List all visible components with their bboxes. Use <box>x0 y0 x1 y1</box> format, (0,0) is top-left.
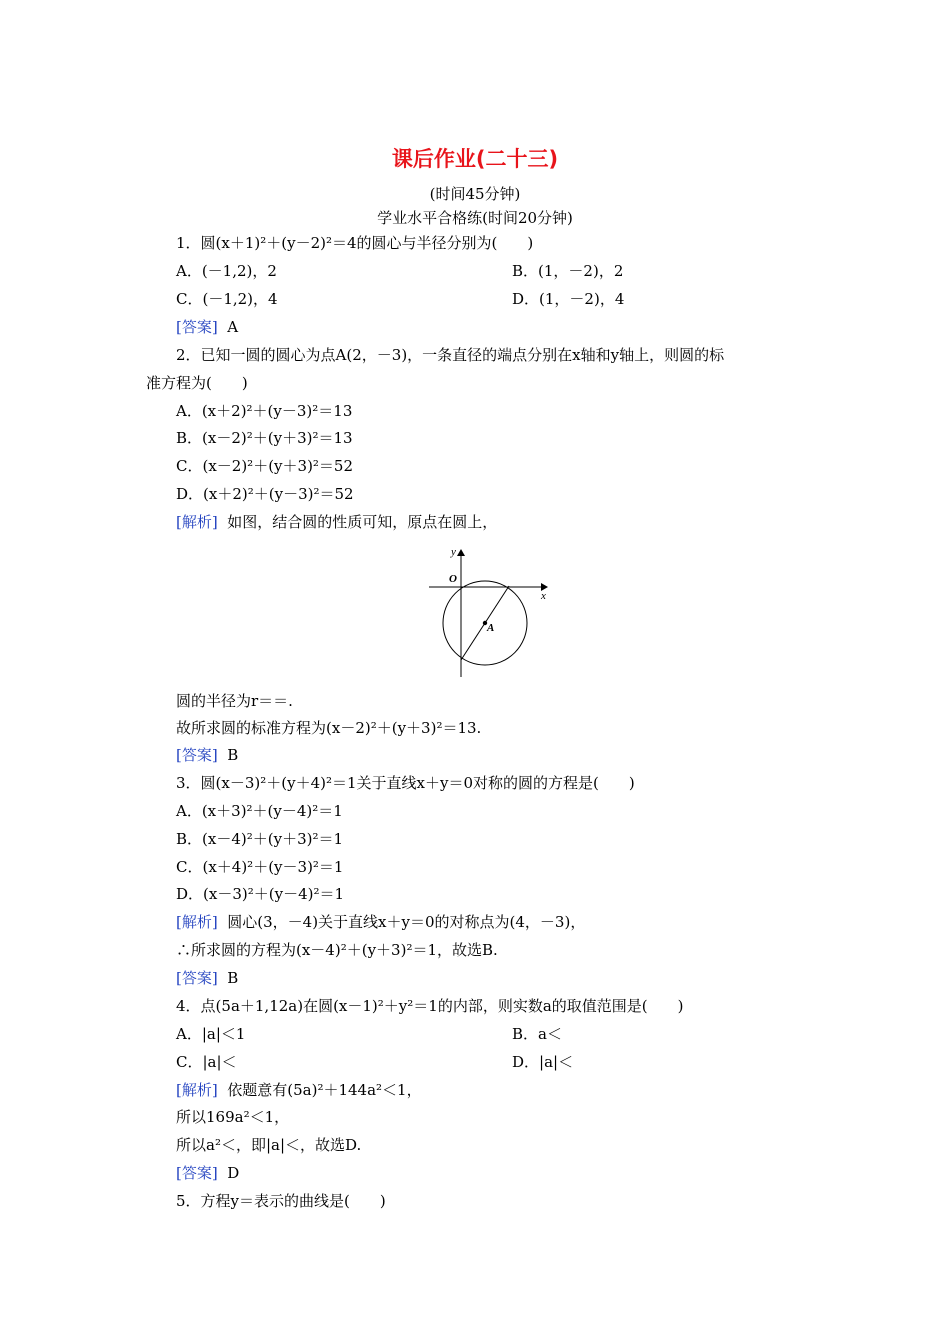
analysis-4-cont-1: 所以169a²＜1， <box>176 1108 290 1126</box>
analysis-4-cont-2: 所以a²＜，即|a|＜，故选D. <box>176 1136 362 1154</box>
analysis-tag: [解析] <box>176 913 218 931</box>
option-1d: D．(1，－2)，4 <box>512 290 625 308</box>
y-axis-label: y <box>451 546 456 558</box>
time-note: (时间45分钟) <box>429 185 521 203</box>
question-4: 4．点(5a＋1,12a)在圆(x－1)²＋y²＝1的内部，则实数a的取值范围是( ) <box>176 997 684 1015</box>
option-1b: B．(1，－2)，2 <box>512 262 624 280</box>
answer-1 <box>176 317 238 337</box>
answer-tag: [答案] <box>176 969 218 987</box>
analysis-4 <box>176 1080 422 1100</box>
answer-4 <box>176 1163 239 1183</box>
option-1a: A．(－1,2)，2 <box>176 262 277 280</box>
answer-value: B <box>227 746 239 764</box>
answer-3 <box>176 968 238 988</box>
option-4c: C．|a|＜ <box>176 1053 237 1071</box>
option-4a: A．|a|＜1 <box>176 1025 246 1043</box>
question-1: 1．圆(x＋1)²＋(y－2)²＝4的圆心与半径分别为( ) <box>176 234 534 252</box>
answer-value: A <box>227 318 239 336</box>
option-4b: B．a＜ <box>512 1025 562 1043</box>
analysis-text: 圆心(3，－4)关于直线x＋y＝0的对称点为(4，－3)， <box>227 913 586 931</box>
answer-value: D <box>227 1164 240 1182</box>
x-axis-label: x <box>541 590 546 602</box>
option-2b: B．(x－2)²＋(y＋3)²＝13 <box>176 429 353 447</box>
answer-tag: [答案] <box>176 746 218 764</box>
question-2: 2．已知一圆的圆心为点A(2，－3)，一条直径的端点分别在x轴和y轴上，则圆的标 <box>176 346 725 364</box>
option-2a: A．(x＋2)²＋(y－3)²＝13 <box>176 402 353 420</box>
question-2-cont: 准方程为( ) <box>146 374 248 392</box>
section-title: 学业水平合格练(时间20分钟) <box>377 209 573 227</box>
option-3b: B．(x－4)²＋(y＋3)²＝1 <box>176 830 344 848</box>
option-3d: D．(x－3)²＋(y－4)²＝1 <box>176 885 345 903</box>
option-3c: C．(x＋4)²＋(y－3)²＝1 <box>176 858 344 876</box>
origin-label: O <box>449 573 457 585</box>
question-3: 3．圆(x－3)²＋(y＋4)²＝1关于直线x＋y＝0对称的圆的方程是( ) <box>176 774 635 792</box>
analysis-tag: [解析] <box>176 1081 218 1099</box>
analysis-2 <box>176 512 497 532</box>
radius-line: 圆的半径为r＝＝. <box>176 692 293 710</box>
option-3a: A．(x＋3)²＋(y－4)²＝1 <box>176 802 343 820</box>
option-2d: D．(x＋2)²＋(y－3)²＝52 <box>176 485 354 503</box>
option-2c: C．(x－2)²＋(y＋3)²＝52 <box>176 457 354 475</box>
result-line: 故所求圆的标准方程为(x－2)²＋(y＋3)²＝13. <box>176 719 482 737</box>
answer-tag: [答案] <box>176 318 218 336</box>
option-1c: C．(－1,2)，4 <box>176 290 278 308</box>
answer-2 <box>176 745 238 765</box>
option-4d: D．|a|＜ <box>512 1053 574 1071</box>
answer-value: B <box>227 969 239 987</box>
analysis-3-cont: ∴所求圆的方程为(x－4)²＋(y＋3)²＝1，故选B. <box>176 941 498 959</box>
analysis-3 <box>176 912 585 932</box>
analysis-text: 依题意有(5a)²＋144a²＜1， <box>227 1081 422 1099</box>
point-label: A <box>487 622 495 634</box>
page-title: 课后作业(二十三) <box>391 147 559 171</box>
analysis-tag: [解析] <box>176 513 218 531</box>
circle-figure <box>425 545 555 680</box>
answer-tag: [答案] <box>176 1164 218 1182</box>
question-5: 5．方程y＝表示的曲线是( ) <box>176 1192 386 1210</box>
analysis-text: 如图，结合圆的性质可知，原点在圆上， <box>227 513 498 531</box>
